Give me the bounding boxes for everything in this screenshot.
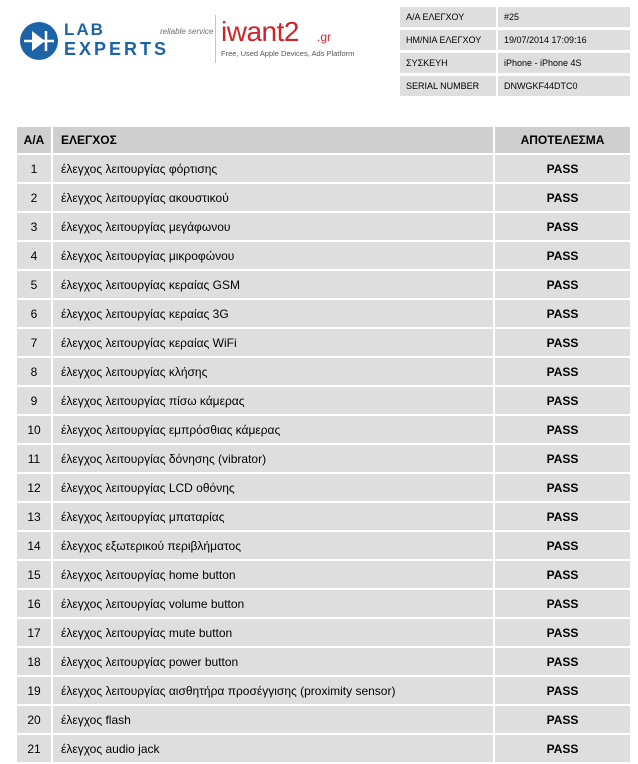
row-check-name: έλεγχος λειτουργίας ακουστικού: [51, 184, 493, 211]
row-result: PASS: [493, 300, 630, 327]
row-number: 7: [17, 329, 51, 356]
info-key: ΗΜ/ΝΙΑ ΕΛΕΓΧΟΥ: [400, 30, 496, 50]
logo-divider: [215, 15, 216, 63]
header-check: ΕΛΕΓΧΟΣ: [51, 127, 493, 153]
row-result: PASS: [493, 735, 630, 762]
row-number: 5: [17, 271, 51, 298]
row-number: 9: [17, 387, 51, 414]
table-row: [17, 416, 630, 443]
info-row: [400, 76, 630, 96]
table-row: [17, 358, 630, 385]
row-check-name: έλεγχος εξωτερικού περιβλήματος: [51, 532, 493, 559]
table-row: [17, 474, 630, 501]
table-row: [17, 387, 630, 414]
table-row: [17, 619, 630, 646]
diode-icon: [18, 20, 60, 62]
row-number: 6: [17, 300, 51, 327]
info-key: Α/Α ΕΛΕΓΧΟΥ: [400, 7, 496, 27]
row-check-name: έλεγχος λειτουργίας μπαταρίας: [51, 503, 493, 530]
table-row: [17, 329, 630, 356]
row-check-name: έλεγχος λειτουργίας κλήσης: [51, 358, 493, 385]
row-check-name: έλεγχος λειτουργίας δόνησης (vibrator): [51, 445, 493, 472]
row-check-name: έλεγχος λειτουργίας power button: [51, 648, 493, 675]
info-row: [400, 7, 630, 27]
iwant2-brand: iwant2: [221, 16, 299, 47]
table-row: [17, 648, 630, 675]
row-number: 20: [17, 706, 51, 733]
row-number: 12: [17, 474, 51, 501]
row-result: PASS: [493, 648, 630, 675]
table-row: [17, 300, 630, 327]
table-row: [17, 590, 630, 617]
row-number: 15: [17, 561, 51, 588]
row-result: PASS: [493, 271, 630, 298]
row-check-name: έλεγχος λειτουργίας κεραίας GSM: [51, 271, 493, 298]
header-num: Α/Α: [17, 127, 51, 153]
row-check-name: έλεγχος λειτουργίας κεραίας 3G: [51, 300, 493, 327]
table-row: [17, 677, 630, 704]
row-result: PASS: [493, 242, 630, 269]
row-result: PASS: [493, 387, 630, 414]
row-check-name: έλεγχος λειτουργίας mute button: [51, 619, 493, 646]
info-row: [400, 30, 630, 50]
row-result: PASS: [493, 532, 630, 559]
row-number: 10: [17, 416, 51, 443]
row-number: 19: [17, 677, 51, 704]
table-row: [17, 271, 630, 298]
check-info-table: [400, 4, 630, 99]
row-result: PASS: [493, 590, 630, 617]
checks-header-row: [17, 127, 630, 153]
iwant2-subtitle: Free, Used Apple Devices, Ads Platform: [221, 49, 355, 58]
iwant2-logo: [221, 16, 355, 66]
row-result: PASS: [493, 213, 630, 240]
row-check-name: έλεγχος λειτουργίας πίσω κάμερας: [51, 387, 493, 414]
row-number: 13: [17, 503, 51, 530]
row-number: 8: [17, 358, 51, 385]
row-check-name: έλεγχος λειτουργίας volume button: [51, 590, 493, 617]
row-number: 16: [17, 590, 51, 617]
table-row: [17, 532, 630, 559]
table-row: [17, 706, 630, 733]
table-row: [17, 213, 630, 240]
lab-logo-line1: LAB: [64, 20, 105, 39]
info-value: DNWGKF44DTC0: [496, 76, 630, 96]
row-result: PASS: [493, 416, 630, 443]
row-number: 21: [17, 735, 51, 762]
header-result: ΑΠΟΤΕΛΕΣΜΑ: [493, 127, 630, 153]
info-value: iPhone - iPhone 4S: [496, 53, 630, 73]
row-check-name: έλεγχος λειτουργίας home button: [51, 561, 493, 588]
info-value: 19/07/2014 17:09:16: [496, 30, 630, 50]
row-result: PASS: [493, 184, 630, 211]
row-number: 3: [17, 213, 51, 240]
table-row: [17, 445, 630, 472]
row-check-name: έλεγχος λειτουργίας μικροφώνου: [51, 242, 493, 269]
row-result: PASS: [493, 503, 630, 530]
row-check-name: έλεγχος λειτουργίας φόρτισης: [51, 155, 493, 182]
lab-logo-tagline: reliable service: [160, 27, 214, 36]
row-result: PASS: [493, 474, 630, 501]
row-check-name: έλεγχος λειτουργίας κεραίας WiFi: [51, 329, 493, 356]
row-check-name: έλεγχος audio jack: [51, 735, 493, 762]
row-number: 4: [17, 242, 51, 269]
row-result: PASS: [493, 445, 630, 472]
row-number: 2: [17, 184, 51, 211]
row-number: 1: [17, 155, 51, 182]
row-result: PASS: [493, 706, 630, 733]
info-row: [400, 53, 630, 73]
row-number: 18: [17, 648, 51, 675]
row-number: 11: [17, 445, 51, 472]
row-check-name: έλεγχος flash: [51, 706, 493, 733]
row-number: 14: [17, 532, 51, 559]
row-check-name: έλεγχος λειτουργίας εμπρόσθιας κάμερας: [51, 416, 493, 443]
row-result: PASS: [493, 329, 630, 356]
table-row: [17, 155, 630, 182]
checks-table: [17, 125, 630, 764]
table-row: [17, 184, 630, 211]
info-key: ΣΥΣΚΕΥΗ: [400, 53, 496, 73]
table-row: [17, 561, 630, 588]
lab-experts-logo: [18, 20, 214, 62]
table-row: [17, 503, 630, 530]
row-result: PASS: [493, 561, 630, 588]
row-check-name: έλεγχος λειτουργίας αισθητήρα προσέγγισης (proximity sensor): [51, 677, 493, 704]
row-number: 17: [17, 619, 51, 646]
row-result: PASS: [493, 677, 630, 704]
info-value: #25: [496, 7, 630, 27]
info-key: SERIAL NUMBER: [400, 76, 496, 96]
row-result: PASS: [493, 155, 630, 182]
table-row: [17, 735, 630, 762]
row-check-name: έλεγχος λειτουργίας μεγάφωνου: [51, 213, 493, 240]
row-result: PASS: [493, 358, 630, 385]
row-check-name: έλεγχος λειτουργίας LCD οθόνης: [51, 474, 493, 501]
row-result: PASS: [493, 619, 630, 646]
lab-logo-line2: EXPERTS: [64, 39, 170, 59]
table-row: [17, 242, 630, 269]
iwant2-tld: .gr: [317, 30, 332, 44]
